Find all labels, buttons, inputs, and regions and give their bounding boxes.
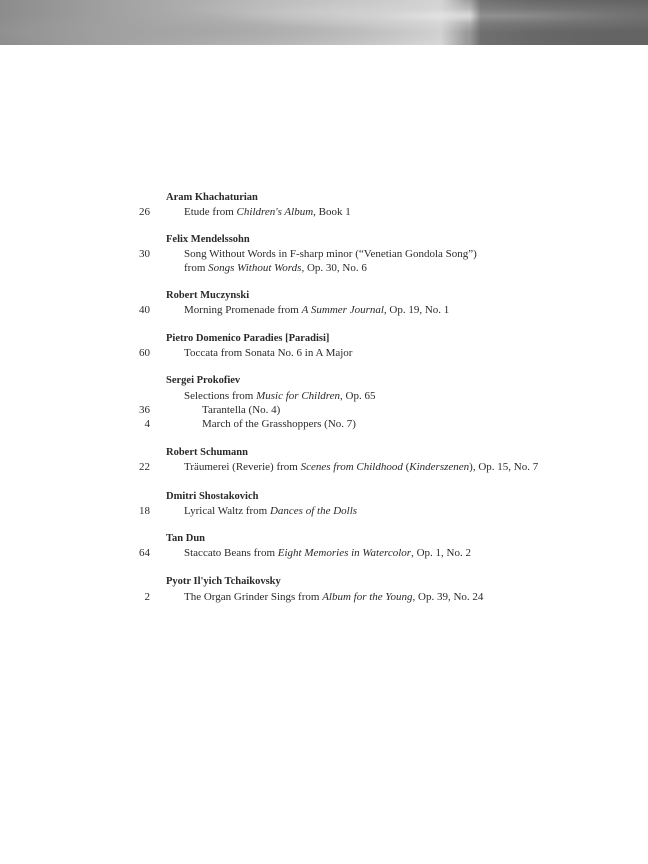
work-title-continued: from Songs Without Words, Op. 30, No. 6 <box>184 262 367 274</box>
composer-name: Pietro Domenico Paradies [Paradisi] <box>166 333 330 344</box>
composer-name: Felix Mendelssohn <box>166 234 250 245</box>
work-title: Etude from Children's Album, Book 1 <box>184 206 351 218</box>
work-title: Träumerei (Reverie) from Scenes from Childhood (Kinderszenen), Op. 15, No. 7 <box>184 461 539 473</box>
work-title: Lyrical Waltz from Dances of the Dolls <box>184 505 358 517</box>
work-title: March of the Grasshoppers (No. 7) <box>202 418 356 430</box>
composer-name: Pyotr Il'yich Tchaikovsky <box>166 576 281 587</box>
header-band <box>0 0 648 45</box>
page-number: 18 <box>139 505 150 517</box>
composer-name: Tan Dun <box>166 533 206 544</box>
composer-name: Robert Muczynski <box>166 290 250 301</box>
page-number: 30 <box>139 248 150 260</box>
composer-name: Aram Khachaturian <box>166 192 258 203</box>
page-number: 22 <box>139 461 150 473</box>
page-number: 2 <box>144 591 150 603</box>
page-number: 40 <box>139 304 150 316</box>
page-number: 36 <box>139 404 150 416</box>
composer-name: Robert Schumann <box>166 447 248 458</box>
work-title: Song Without Words in F-sharp minor (“Venetian Gondola Song”) <box>184 248 477 260</box>
work-title: Toccata from Sonata No. 6 in A Major <box>184 347 353 359</box>
work-title: The Organ Grinder Sings from Album for the Young, Op. 39, No. 24 <box>184 591 484 603</box>
work-collection: Selections from Music for Children, Op. 65 <box>184 390 376 402</box>
page-number: 64 <box>139 547 150 559</box>
work-title: Tarantella (No. 4) <box>202 404 281 416</box>
work-title: Morning Promenade from A Summer Journal, Op. 19, No. 1 <box>184 304 450 316</box>
page-number: 26 <box>139 206 150 218</box>
page-number: 4 <box>144 418 150 430</box>
page-number: 60 <box>139 347 150 359</box>
work-title: Staccato Beans from Eight Memories in Watercolor, Op. 1, No. 2 <box>184 547 471 559</box>
composer-name: Sergei Prokofiev <box>166 375 241 386</box>
composer-name: Dmitri Shostakovich <box>166 491 259 502</box>
